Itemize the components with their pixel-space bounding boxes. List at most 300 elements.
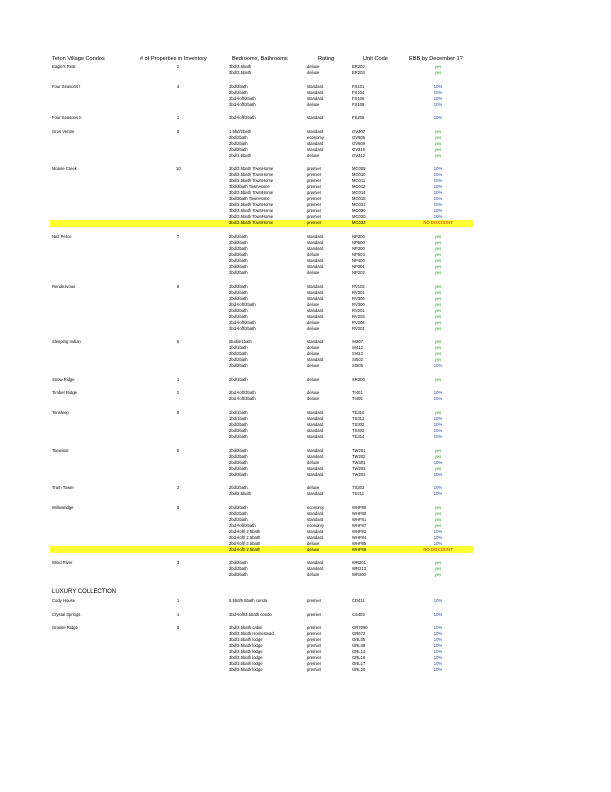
- unit-rating: premier: [307, 178, 322, 184]
- unit-ebb-status: 10%: [433, 667, 443, 673]
- unit-rating: premier: [307, 220, 322, 226]
- unit-ebb-status: yes: [434, 351, 442, 357]
- unit-code: GRL20: [352, 667, 366, 673]
- unit-bed-bath: 2bd/2bath: [229, 351, 248, 357]
- unit-rating: standard: [307, 410, 324, 415]
- unit-bed-bath: 2bd+loft/3bath: [229, 390, 256, 396]
- unit-rating: deluxe: [307, 396, 320, 402]
- unit-bed-bath: 2bd/2bath: [229, 270, 248, 275]
- unit-bed-bath: 2bd/2bath: [229, 289, 248, 295]
- property-count: 2: [176, 390, 180, 396]
- unit-rating: premier: [307, 598, 322, 603]
- unit-ebb-status: yes: [434, 447, 442, 453]
- unit-code: TW201: [352, 447, 366, 453]
- unit-bed-bath: 2bd/2bath: [229, 504, 248, 510]
- unit-ebb-status: 10%: [433, 115, 443, 121]
- unit-code: ER202: [352, 64, 365, 69]
- unit-ebb-status: 10%: [433, 196, 443, 202]
- unit-code: NP200: [352, 246, 365, 251]
- unit-rating: standard: [307, 491, 324, 497]
- unit-code: SI207: [352, 339, 363, 345]
- unit-code: TW203: [352, 465, 366, 471]
- property-count: 1: [176, 611, 180, 617]
- unit-code: WHF80: [352, 504, 367, 510]
- property-name: Wind River: [52, 560, 73, 566]
- property-name: Cody House: [52, 598, 76, 603]
- property-name: Timber Ridge: [52, 390, 77, 396]
- unit-bed-bath: 2bd/2bath: [229, 516, 248, 522]
- unit-code: SI502: [352, 357, 363, 363]
- unit-ebb-status: yes: [434, 504, 442, 510]
- unit-bed-bath: 2bd/2bath: [229, 89, 248, 95]
- unit-bed-bath: 2bd/1bath: [229, 376, 248, 382]
- unit-ebb-status: yes: [434, 325, 442, 331]
- property-count: 5: [176, 447, 180, 453]
- unit-code: TS402: [352, 428, 365, 433]
- unit-rating: economy: [307, 504, 324, 510]
- unit-bed-bath: 3bd/3.5bath TownHome: [229, 202, 274, 208]
- unit-rating: deluxe: [307, 101, 320, 107]
- unit-ebb-status: yes: [434, 376, 442, 382]
- unit-rating: premier: [307, 649, 322, 655]
- unit-code: MC015: [352, 196, 366, 202]
- unit-ebb-status: yes: [434, 289, 442, 295]
- unit-bed-bath: 3bd/3.5bath TownHome: [229, 190, 274, 196]
- unit-code: RV300: [352, 301, 365, 307]
- unit-rating: standard: [307, 307, 324, 313]
- unit-rating: deluxe: [307, 540, 320, 546]
- unit-bed-bath: 2bd/2bath: [229, 428, 248, 433]
- unit-rating: standard: [307, 510, 324, 516]
- unit-code: WHF80: [352, 510, 367, 516]
- unit-code: RV203: [352, 313, 365, 319]
- unit-code: TW201: [352, 471, 366, 477]
- unit-bed-bath: 2bd+loft/ 2.5bath: [229, 534, 261, 540]
- unit-bed-bath: 2bd/2bath: [229, 234, 248, 239]
- unit-ebb-status: yes: [434, 307, 442, 313]
- unit-bed-bath: 2bd/2bath: [229, 485, 248, 491]
- unit-rating: deluxe: [307, 390, 320, 396]
- unit-ebb-status: yes: [434, 283, 442, 289]
- header-property: Teton Village Condos: [52, 56, 105, 62]
- unit-bed-bath: 2bd/2bath: [229, 264, 248, 269]
- unit-code: GR7090: [352, 625, 368, 631]
- header-bed-bath: Bedrooms, Bathrooms: [232, 56, 288, 62]
- unit-code: FS101: [352, 83, 365, 89]
- property-count: 2: [176, 485, 180, 491]
- unit-ebb-status: 10%: [433, 434, 443, 439]
- unit-bed-bath: 2bd/2bath: [229, 459, 248, 465]
- unit-rating: standard: [307, 295, 324, 301]
- unit-bed-bath: 2bd/2bath: [229, 240, 248, 245]
- unit-bed-bath: 2bd/2bath: [229, 295, 248, 301]
- unit-ebb-status: yes: [434, 258, 442, 263]
- property-name: Four Seasons II: [52, 115, 82, 121]
- unit-bed-bath: 2bd+loft/2bath: [229, 319, 256, 325]
- unit-ebb-status: 10%: [433, 459, 443, 465]
- unit-ebb-status: yes: [434, 357, 442, 363]
- unit-ebb-status: yes: [434, 410, 442, 415]
- unit-ebb-status: 10%: [433, 534, 443, 540]
- unit-rating: standard: [307, 357, 324, 363]
- unit-ebb-status: yes: [434, 64, 442, 69]
- unit-ebb-status: 10%: [433, 643, 443, 649]
- property-count: 5: [176, 410, 180, 415]
- unit-ebb-status: yes: [434, 246, 442, 251]
- unit-rating: premier: [307, 631, 322, 637]
- unit-ebb-status: yes: [434, 516, 442, 522]
- unit-bed-bath: 2bd/2bath: [229, 434, 248, 439]
- unit-rating: deluxe: [307, 325, 320, 331]
- property-name: Four Seasons I: [52, 83, 81, 89]
- unit-rating: premier: [307, 172, 322, 178]
- unit-ebb-status: 10%: [433, 416, 443, 421]
- unit-rating: deluxe: [307, 70, 320, 75]
- unit-ebb-status: yes: [434, 240, 442, 245]
- unit-rating: premier: [307, 196, 322, 202]
- luxury-collection-heading: LUXURY COLLECTION: [52, 589, 117, 595]
- property-count: 5: [176, 339, 180, 345]
- unit-ebb-status: yes: [434, 152, 442, 158]
- unit-rating: standard: [307, 83, 324, 89]
- unit-rating: standard: [307, 422, 324, 427]
- unit-code: FS106: [352, 95, 365, 101]
- unit-bed-bath: 2bd+loft/2bath: [229, 95, 256, 101]
- unit-rating: standard: [307, 416, 324, 421]
- unit-ebb-status: 10%: [433, 471, 443, 477]
- unit-bed-bath: 2bd+loft/2bath: [229, 301, 256, 307]
- unit-rating: premier: [307, 208, 322, 214]
- unit-rating: standard: [307, 453, 324, 459]
- unit-rating: standard: [307, 140, 324, 146]
- unit-bed-bath: 3bd/3.5bath cabin: [229, 625, 263, 631]
- unit-bed-bath: 2bd/2bath: [229, 453, 248, 459]
- unit-rating: standard: [307, 560, 324, 566]
- unit-bed-bath: 3bd/3.5bath TownHome: [229, 178, 274, 184]
- unit-code: FS108: [352, 101, 365, 107]
- unit-bed-bath: 2bd+loft/2bath: [229, 522, 256, 528]
- unit-ebb-status: 10%: [433, 611, 443, 617]
- unit-rating: deluxe: [307, 319, 320, 325]
- unit-ebb-status: yes: [434, 345, 442, 351]
- unit-bed-bath: 2bd/2bath: [229, 510, 248, 516]
- unit-code: TS312: [352, 416, 365, 421]
- header-rating: Rating: [318, 56, 335, 62]
- property-name: Sleeping Indian: [52, 339, 81, 345]
- unit-ebb-status: yes: [434, 270, 442, 275]
- unit-ebb-status: yes: [434, 264, 442, 269]
- unit-code: TS211: [352, 491, 365, 497]
- unit-rating: premier: [307, 643, 322, 649]
- property-count: 8: [176, 504, 180, 510]
- unit-code: NP202: [352, 270, 365, 275]
- unit-ebb-status: 10%: [433, 190, 443, 196]
- unit-rating: standard: [307, 339, 324, 345]
- header-unit-code: Unit Code: [363, 56, 388, 62]
- unit-rating: standard: [307, 516, 324, 522]
- unit-bed-bath: 3bd/3.5bath lodge: [229, 655, 263, 661]
- unit-code: GRL08: [352, 643, 366, 649]
- unit-bed-bath: 2bd/2bath: [229, 83, 248, 89]
- unit-rating: deluxe: [307, 572, 320, 578]
- unit-code: TS202: [352, 485, 365, 491]
- unit-ebb-status: yes: [434, 134, 442, 140]
- unit-code: SR200: [352, 376, 365, 382]
- property-count: 2: [176, 64, 180, 69]
- unit-bed-bath: 2bd+loft/3bath: [229, 396, 256, 402]
- unit-ebb-status: 10%: [433, 649, 443, 655]
- unit-code: WR213: [352, 566, 366, 572]
- property-count: 8: [176, 283, 180, 289]
- unit-ebb-status: 10%: [433, 184, 443, 190]
- unit-bed-bath: 3bd/3.5bath lodge: [229, 637, 263, 643]
- unit-rating: premier: [307, 214, 322, 220]
- unit-bed-bath: 1bd/1bath: [229, 410, 248, 415]
- unit-code: MC010: [352, 172, 366, 178]
- unit-ebb-status: 10%: [433, 598, 443, 603]
- unit-bed-bath: 3bd/3.5bath TownHome: [229, 172, 274, 178]
- unit-rating: standard: [307, 289, 324, 295]
- unit-code: WR200: [352, 572, 366, 578]
- unit-bed-bath: 2bd/2.5bath: [229, 491, 252, 497]
- unit-rating: standard: [307, 258, 324, 263]
- unit-code: TW301: [352, 459, 366, 465]
- unit-code: WHF87: [352, 522, 367, 528]
- unit-code: GV609: [352, 140, 366, 146]
- unit-rating: premier: [307, 625, 322, 631]
- unit-ebb-status: 10%: [433, 540, 443, 546]
- unit-code: GV307: [352, 128, 366, 134]
- unit-ebb-status: 10%: [433, 166, 443, 172]
- unit-code: FS104: [352, 89, 365, 95]
- unit-rating: standard: [307, 313, 324, 319]
- unit-bed-bath: 2bd/2bath: [229, 447, 248, 453]
- unit-bed-bath: 1bd/1bath: [229, 416, 248, 421]
- unit-ebb-status: NO DISCOUNT: [423, 220, 453, 226]
- unit-ebb-status: yes: [434, 566, 442, 572]
- unit-bed-bath: 2bd+loft/2bath: [229, 115, 256, 121]
- unit-rating: deluxe: [307, 546, 320, 552]
- property-name: Willowridge: [52, 504, 74, 510]
- unit-bed-bath: 3bd/3bath: [229, 471, 248, 477]
- unit-code: MC014: [352, 190, 366, 196]
- unit-ebb-status: yes: [434, 140, 442, 146]
- property-count: 8: [176, 625, 180, 631]
- unit-bed-bath: 2bd/2bath: [229, 313, 248, 319]
- unit-bed-bath: 3bd/3.5bath: [229, 64, 252, 69]
- unit-bed-bath: 3bd/3.5bath lodge: [229, 667, 263, 673]
- property-count: 1: [176, 376, 180, 382]
- unit-bed-bath: studio/1bath: [229, 339, 252, 345]
- unit-ebb-status: 10%: [433, 428, 443, 433]
- unit-rating: economy: [307, 522, 324, 528]
- unit-ebb-status: 10%: [433, 178, 443, 184]
- unit-ebb-status: yes: [434, 301, 442, 307]
- unit-ebb-status: yes: [434, 522, 442, 528]
- unit-bed-bath: 2bd+loft/2bath: [229, 325, 256, 331]
- property-name: Tram Tower: [52, 485, 74, 491]
- unit-bed-bath: 1.5bd/2bath: [229, 128, 252, 134]
- unit-bed-bath: 3bd/3.5bath lodge: [229, 649, 263, 655]
- unit-code: RV201: [352, 307, 365, 313]
- unit-rating: standard: [307, 428, 324, 433]
- unit-code: GV605: [352, 134, 366, 140]
- unit-code: TS302: [352, 422, 365, 427]
- unit-ebb-status: 10%: [433, 422, 443, 427]
- unit-rating: standard: [307, 128, 324, 134]
- unit-code: MC033: [352, 220, 366, 226]
- unit-code: WHF81: [352, 516, 367, 522]
- unit-ebb-status: yes: [434, 339, 442, 345]
- unit-bed-bath: 2bd+loft/2bath: [229, 101, 256, 107]
- unit-bed-bath: 2bd/2bath: [229, 422, 248, 427]
- unit-code: FS206: [352, 115, 365, 121]
- unit-rating: standard: [307, 240, 324, 245]
- unit-bed-bath: 2bd/2bath: [229, 258, 248, 263]
- unit-bed-bath: 3bd/3.5bath Homestead: [229, 631, 274, 637]
- unit-code: SI412: [352, 345, 363, 351]
- unit-code: WHF84: [352, 534, 367, 540]
- unit-ebb-status: 10%: [433, 485, 443, 491]
- unit-ebb-status: 10%: [433, 625, 443, 631]
- property-name: Rendezvous: [52, 283, 76, 289]
- unit-ebb-status: yes: [434, 252, 442, 257]
- unit-bed-bath: 2bd+loft/ 2.5bath: [229, 528, 261, 534]
- property-count: 3: [176, 560, 180, 566]
- unit-ebb-status: yes: [434, 146, 442, 152]
- unit-bed-bath: 3bd/3bath TownHome: [229, 184, 270, 190]
- unit-ebb-status: 10%: [433, 172, 443, 178]
- unit-code: RV102: [352, 283, 365, 289]
- property-name: Crystal Springs: [52, 611, 81, 617]
- unit-bed-bath: 2bd/2bath: [229, 363, 248, 369]
- unit-ebb-status: 10%: [433, 83, 443, 89]
- unit-bed-bath: 2bd/2bath: [229, 134, 248, 140]
- property-name: Teewinot: [52, 447, 69, 453]
- unit-ebb-status: 10%: [433, 528, 443, 534]
- unit-code: RV201: [352, 325, 365, 331]
- property-name: Nez Perce: [52, 234, 72, 239]
- unit-ebb-status: 10%: [433, 214, 443, 220]
- unit-rating: deluxe: [307, 301, 320, 307]
- unit-bed-bath: 2bd/2bath: [229, 283, 248, 289]
- unit-rating: premier: [307, 611, 322, 617]
- unit-code: NP503: [352, 252, 365, 257]
- unit-bed-bath: 2bd+loft/ 2.5bath: [229, 540, 261, 546]
- unit-code: NP500: [352, 240, 365, 245]
- unit-rating: premier: [307, 202, 322, 208]
- unit-ebb-status: yes: [434, 465, 442, 471]
- unit-rating: standard: [307, 246, 324, 251]
- unit-ebb-status: 10%: [433, 661, 443, 667]
- unit-code: NP300: [352, 234, 365, 239]
- unit-bed-bath: 2bd/2bath: [229, 572, 248, 578]
- unit-code: WHF85: [352, 540, 367, 546]
- unit-ebb-status: 10%: [433, 390, 443, 396]
- unit-code: GRL16: [352, 655, 366, 661]
- property-name: Snow Ridge: [52, 376, 75, 382]
- unit-rating: standard: [307, 528, 324, 534]
- unit-rating: premier: [307, 166, 322, 172]
- unit-rating: deluxe: [307, 270, 320, 275]
- unit-code: MC012: [352, 184, 366, 190]
- unit-rating: deluxe: [307, 345, 320, 351]
- unit-code: WHF82: [352, 528, 367, 534]
- unit-bed-bath: 3bd/3bath TownHome: [229, 196, 270, 202]
- unit-code: MC030: [352, 208, 366, 214]
- unit-rating: deluxe: [307, 485, 320, 491]
- header-ebb: EBB by December 1?: [409, 56, 463, 62]
- unit-code: ER203: [352, 70, 365, 75]
- unit-rating: deluxe: [307, 351, 320, 357]
- unit-rating: premier: [307, 637, 322, 643]
- property-count: 10: [176, 166, 181, 172]
- unit-code: RV304: [352, 295, 365, 301]
- unit-bed-bath: 3bd/3.5bath lodge: [229, 661, 263, 667]
- unit-rating: standard: [307, 89, 324, 95]
- unit-ebb-status: yes: [434, 234, 442, 239]
- unit-bed-bath: 2bd/2bath: [229, 307, 248, 313]
- unit-ebb-status: yes: [434, 313, 442, 319]
- unit-rating: premier: [307, 655, 322, 661]
- unit-rating: standard: [307, 264, 324, 269]
- unit-code: GV310: [352, 146, 366, 152]
- unit-code: TS314: [352, 434, 365, 439]
- unit-bed-bath: 2bd/2bath: [229, 566, 248, 572]
- unit-bed-bath: 1bd/1bath: [229, 345, 248, 351]
- unit-code: MC011: [352, 178, 366, 184]
- property-name: Moose Creek: [52, 166, 77, 172]
- unit-ebb-status: 10%: [433, 101, 443, 107]
- unit-code: WHF88: [352, 546, 367, 552]
- unit-ebb-status: 10%: [433, 491, 443, 497]
- unit-rating: standard: [307, 95, 324, 101]
- unit-rating: economy: [307, 134, 324, 140]
- unit-ebb-status: yes: [434, 510, 442, 516]
- header-count: # of Properties in Inventory: [140, 56, 207, 62]
- unit-bed-bath: 2bd/2bath: [229, 252, 248, 257]
- no-discount-highlight: [50, 546, 473, 553]
- unit-code: TI405: [352, 396, 363, 402]
- unit-code: RV204: [352, 319, 365, 325]
- unit-ebb-status: 10%: [433, 637, 443, 643]
- unit-code: TS310: [352, 410, 365, 415]
- unit-ebb-status: 10%: [433, 631, 443, 637]
- unit-bed-bath: 3bd/3.5bath: [229, 70, 252, 75]
- property-name: Granite Ridge: [52, 625, 78, 631]
- unit-rating: premier: [307, 190, 322, 196]
- unit-code: SI413: [352, 351, 363, 357]
- unit-code: NP201: [352, 264, 365, 269]
- unit-rating: deluxe: [307, 252, 320, 257]
- unit-code: MC031: [352, 202, 366, 208]
- unit-code: WR201: [352, 560, 366, 566]
- unit-ebb-status: yes: [434, 70, 442, 75]
- unit-ebb-status: NO DISCOUNT: [423, 546, 453, 552]
- unit-bed-bath: 2bd/2bath: [229, 140, 248, 146]
- property-count: 4: [176, 83, 180, 89]
- unit-bed-bath: 3bd/3.5bath TownHome: [229, 220, 274, 226]
- unit-rating: premier: [307, 667, 322, 673]
- unit-code: GR672: [352, 631, 366, 637]
- unit-ebb-status: yes: [434, 572, 442, 578]
- unit-ebb-status: 10%: [433, 396, 443, 402]
- unit-ebb-status: 10%: [433, 655, 443, 661]
- unit-ebb-status: yes: [434, 295, 442, 301]
- property-name: Gros Ventre: [52, 128, 75, 134]
- unit-code: GV312: [352, 152, 366, 158]
- unit-bed-bath: 5.5bd/5.5bath condo: [229, 598, 268, 603]
